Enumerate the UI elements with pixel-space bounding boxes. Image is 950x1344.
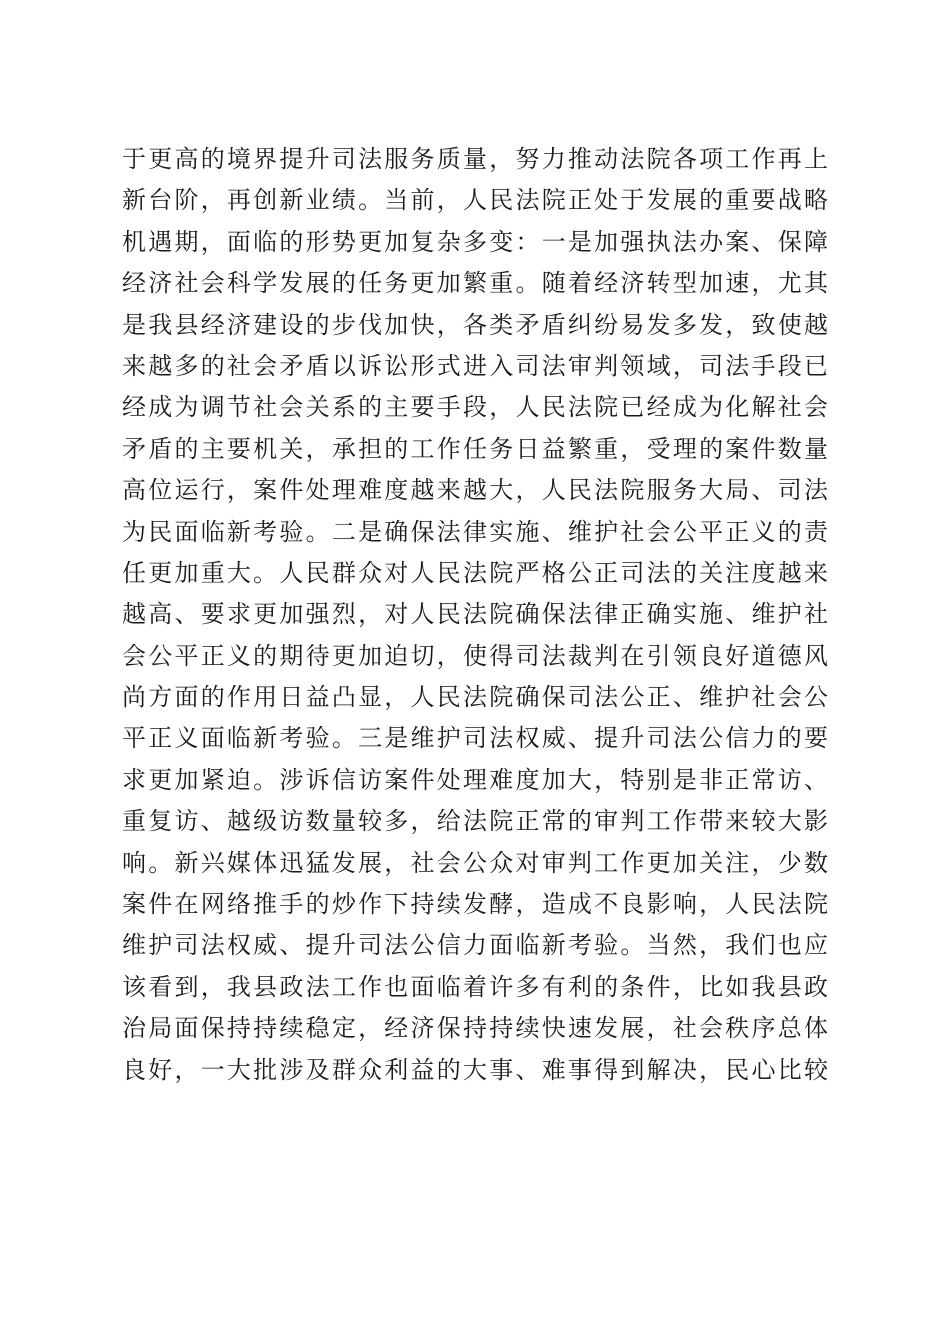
text-line: 维护司法权威、提升司法公信力面临新考验。当然，我们也应 <box>122 931 828 960</box>
text-line: 经济社会科学发展的任务更加繁重。随着经济转型加速，尤其 <box>122 269 828 298</box>
text-line: 高位运行，案件处理难度越来越大，人民法院服务大局、司法 <box>122 476 828 505</box>
text-line: 经成为调节社会关系的主要手段，人民法院已经成为化解社会 <box>122 393 828 422</box>
text-line: 来越多的社会矛盾以诉讼形式进入司法审判领域，司法手段已 <box>122 351 828 380</box>
text-line: 平正义面临新考验。三是维护司法权威、提升司法公信力的要 <box>122 724 828 753</box>
text-line: 案件在网络推手的炒作下持续发酵，造成不良影响，人民法院 <box>122 890 828 919</box>
text-line: 是我县经济建设的步伐加快，各类矛盾纠纷易发多发，致使越 <box>122 310 828 339</box>
text-line: 机遇期，面临的形势更加复杂多变：一是加强执法办案、保障 <box>122 227 828 256</box>
text-line: 响。新兴媒体迅猛发展，社会公众对审判工作更加关注，少数 <box>122 848 828 877</box>
text-line: 尚方面的作用日益凸显，人民法院确保司法公正、维护社会公 <box>122 683 828 712</box>
text-line: 新台阶，再创新业绩。当前，人民法院正处于发展的重要战略 <box>122 186 828 215</box>
text-line: 求更加紧迫。涉诉信访案件处理难度加大，特别是非正常访、 <box>122 765 828 794</box>
text-line: 任更加重大。人民群众对人民法院严格公正司法的关注度越来 <box>122 558 828 587</box>
text-line: 于更高的境界提升司法服务质量，努力推动法院各项工作再上 <box>122 145 828 173</box>
text-line: 重复访、越级访数量较多，给法院正常的审判工作带来较大影 <box>122 807 828 836</box>
text-line: 良好，一大批涉及群众利益的大事、难事得到解决，民心比较 <box>122 1055 828 1084</box>
text-line: 该看到，我县政法工作也面临着许多有利的条件，比如我县政 <box>122 972 828 1001</box>
text-line: 为民面临新考验。二是确保法律实施、维护社会公平正义的责 <box>122 517 828 546</box>
body-paragraph <box>122 139 828 1091</box>
text-line: 矛盾的主要机关，承担的工作任务日益繁重，受理的案件数量 <box>122 434 828 463</box>
text-line: 治局面保持持续稳定，经济保持持续快速发展，社会秩序总体 <box>122 1014 828 1043</box>
text-line: 越高、要求更加强烈，对人民法院确保法律正确实施、维护社 <box>122 600 828 629</box>
text-line: 会公平正义的期待更加迫切，使得司法裁判在引领良好道德风 <box>122 641 828 670</box>
